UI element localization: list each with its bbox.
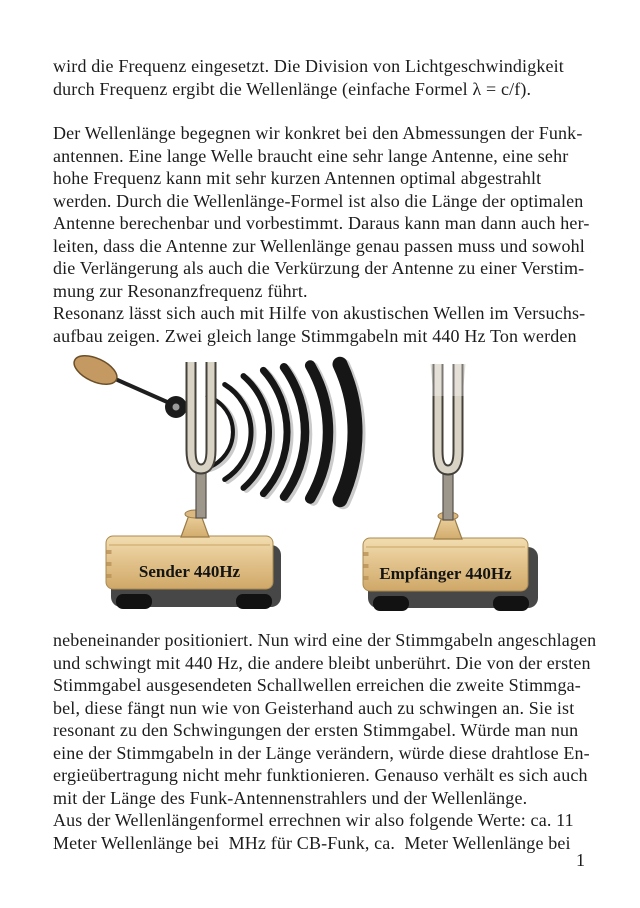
receiver-tuning-fork [363, 358, 538, 611]
text-line: Stimmgabel ausgesendeten Schallwellen erreichen die zweite Stimmga- [53, 675, 581, 695]
text-line: Meter Wellenlänge bei MHz für CB-Funk, ca. Meter Wellenlänge bei [53, 832, 571, 853]
text-line: antennen. Eine lange Welle braucht eine sehr lange Antenne, eine sehr [53, 145, 569, 166]
text-line: aufbau zeigen. Zwei gleich lange Stimmgabeln mit 440 Hz Ton werden [53, 325, 577, 346]
text-line: durch Frequenz ergibt die Wellenlänge (einfache Formel λ = c/f). [53, 78, 532, 99]
text-line: Resonanz lässt sich auch mit Hilfe von akustischen Wellen im Versuchs- [53, 303, 586, 323]
text-line: bel, diese fängt nun wie von Geisterhand auch zu schwingen an. Sie ist [53, 697, 575, 718]
text-line: Antenne berechenbar und vorbestimmt. Daraus kann man dann auch her- [53, 213, 590, 233]
box-foot [373, 596, 409, 611]
paragraph-2 [53, 122, 590, 347]
text-line: mung zur Resonanzfrequenz führt. [53, 280, 308, 301]
page-number: 1 [576, 850, 585, 870]
receiver-label: Empfänger 440Hz [379, 564, 512, 583]
paragraph-1 [53, 55, 564, 100]
paragraph-3 [53, 629, 596, 854]
fork-stem [443, 468, 453, 520]
text-line: eine der Stimmgabeln in der Länge verändern, würde diese drahtlose En- [53, 742, 590, 763]
vibration-blur [428, 358, 468, 396]
text-line: mit der Länge des Funk-Antennenstrahlers und der Wellenlänge. [53, 787, 528, 808]
mallet-icon [70, 350, 187, 418]
text-line: resonant zu den Schwingungen der ersten Stimmgabel. Würde man nun [53, 720, 579, 740]
text-line: ergieübertragung nicht mehr funktionieren. Genauso verhält es sich auch [53, 765, 588, 785]
text-line: leiten, dass die Antenne zur Wellenlänge genau passen muss und sowohl [53, 235, 585, 256]
sound-waves-icon [207, 364, 358, 501]
text-line: werden. Durch die Wellenlänge-Formel ist also die Länge der optimalen [53, 190, 584, 211]
sender-label: Sender 440Hz [138, 562, 241, 581]
box-foot [493, 596, 529, 611]
text-line: hohe Frequenz kann mit sehr kurzen Antennen optimal abgestrahlt [53, 168, 542, 188]
text-line: wird die Frequenz eingesetzt. Die Division von Lichtgeschwindigkeit [53, 56, 564, 76]
tuning-fork-figure [0, 350, 640, 620]
text-line: Aus der Wellenlängenformel errechnen wir also folgende Werte: ca. 11 [53, 810, 574, 830]
text-line: und schwingt mit 440 Hz, die andere bleibt unberührt. Die von der ersten [53, 652, 591, 673]
text-line: die Verlängerung als auch die Verkürzung der Antenne zu einer Verstim- [53, 258, 585, 278]
box-foot [116, 594, 152, 609]
box-foot [236, 594, 272, 609]
text-line: nebeneinander positioniert. Nun wird eine der Stimmgabeln angeschlagen [53, 630, 597, 650]
text-line: Der Wellenlänge begegnen wir konkret bei den Abmessungen der Funk- [53, 123, 583, 143]
